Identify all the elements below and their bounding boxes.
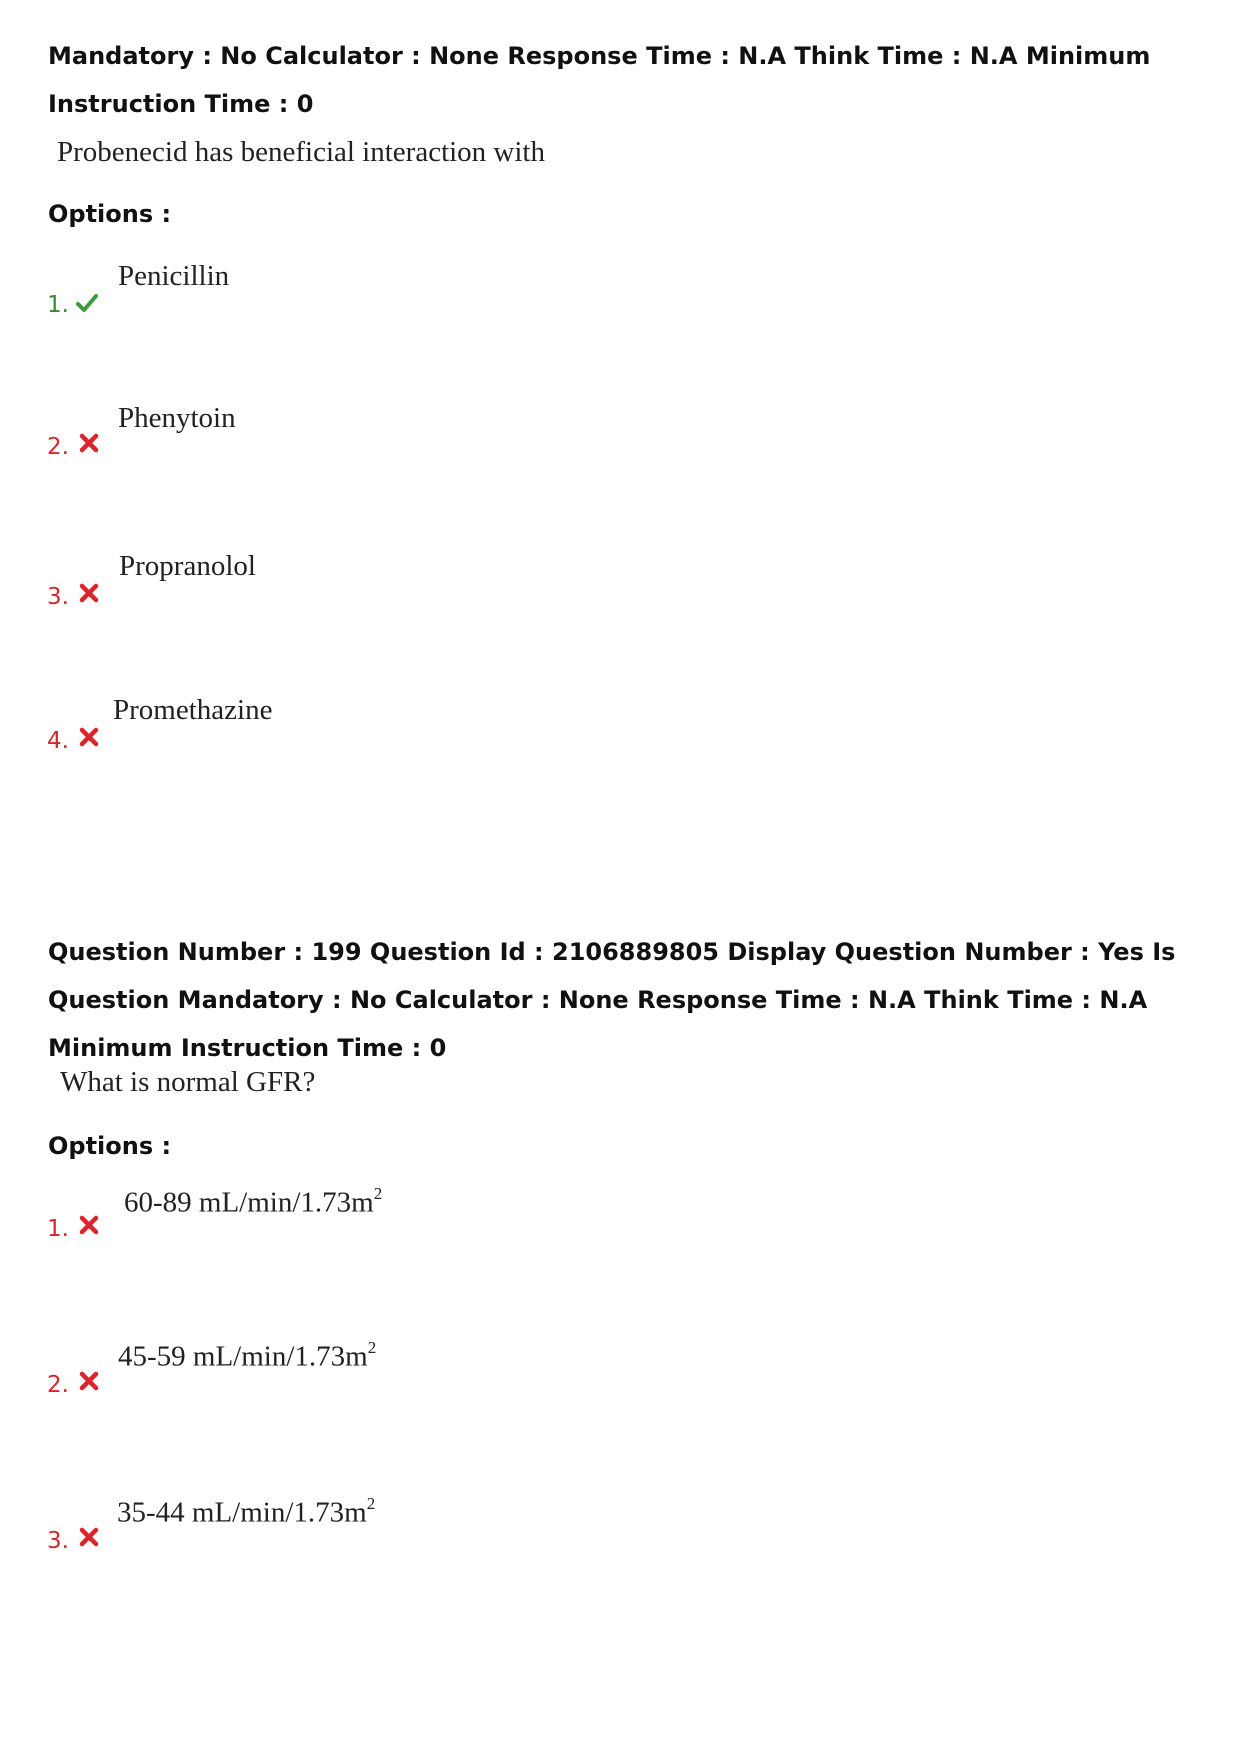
option-text: Phenytoin — [118, 402, 236, 434]
option-text: 45-59 $mL/\min/1.73m^2$ — [118, 1338, 377, 1373]
cross-icon — [78, 1370, 100, 1392]
option-item — [0, 1186, 1240, 1306]
cross-icon — [78, 582, 100, 604]
question-text: What is normal GFR? — [60, 1066, 316, 1098]
option-number: 2. — [47, 434, 69, 460]
cross-icon — [78, 726, 100, 748]
option-number: 3. — [47, 1528, 69, 1554]
option-item — [0, 260, 1240, 380]
option-number: 4. — [47, 728, 69, 754]
cross-icon — [78, 432, 100, 454]
option-item — [0, 1496, 1240, 1616]
option-text: Penicillin — [118, 260, 230, 292]
option-text: Propranolol — [119, 550, 256, 582]
option-number: 1. — [47, 1216, 69, 1242]
option-number: 1. — [47, 292, 69, 318]
option-number: 3. — [47, 584, 69, 610]
option-number: 2. — [47, 1372, 69, 1398]
question-meta: Question Number : 199 Question Id : 2106889805 Display Question Number : Yes Is Question Mandatory : No Calculator : None Response Time : N.A Think Time : N.A Minimum Instruction Time : 0 — [48, 938, 1176, 1062]
option-item — [0, 402, 1240, 522]
option-text: 35-44 $mL/\min/1.73m^2$ — [117, 1494, 376, 1529]
option-text: Promethazine — [113, 694, 273, 726]
cross-icon — [78, 1526, 100, 1548]
option-item — [0, 1340, 1240, 1460]
question-meta: Mandatory : No Calculator : None Response Time : N.A Think Time : N.A Minimum Instruction Time : 0 — [48, 42, 1151, 118]
check-icon — [76, 292, 98, 314]
cross-icon — [78, 1214, 100, 1236]
options-label: Options : — [48, 200, 172, 228]
option-item — [0, 550, 1240, 670]
options-label: Options : — [48, 1132, 172, 1160]
option-text: 60-89 $mL/\min/1.73m^2$ — [124, 1184, 383, 1219]
question-text: Probenecid has beneficial interaction with — [57, 136, 545, 168]
option-item — [0, 694, 1240, 814]
